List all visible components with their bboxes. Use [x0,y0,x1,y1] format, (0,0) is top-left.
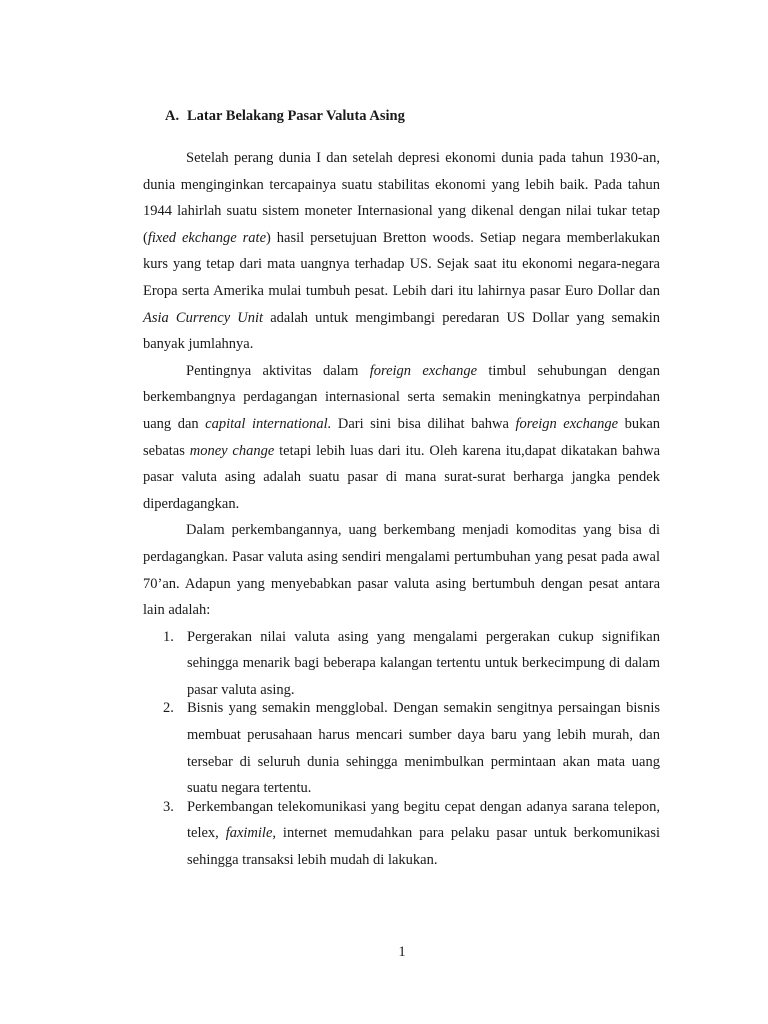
paragraph-2 [143,358,660,518]
italic-term: Asia Currency Unit [143,309,264,326]
list-number: 1. [163,628,174,645]
italic-term: foreign exchange [369,362,478,379]
text-run: Bisnis yang semakin mengglobal. Dengan semakin sengitnya persaingan bisnis membuat perusahaan harus mencari sumber daya baru yang lebih murah, dan tersebar di seluruh dunia sehingga menimbulkan permintaan akan mata uang suatu negara tertentu. [187,700,660,797]
italic-term: capital international. [205,415,332,432]
text-run: ) hasil persetujuan Bretton woods. Setiap negara memberlakukan kurs yang tetap dari mata uangnya terhadap US. Sejak saat itu ekonomi negara-negara Eropa serta Amerika mulai tumbuh pesat. Lebih dari itu lahirnya pasar Euro Dollar dan [143,229,660,299]
text-run: tetapi lebih luas dari itu. Oleh karena itu,dapat dikatakan bahwa pasar valuta asing adalah suatu pasar di mana surat-surat berharga jangka pendek diperdagangkan. [143,442,661,512]
text-run: bukan sebatas [143,415,661,459]
list-item [143,794,660,874]
text-run: timbul sehubungan dengan berkembangnya perdagangan internasional serta semakin meningkatnya perpindahan uang dan [143,362,660,432]
italic-term: foreign exchange [515,415,619,432]
section-title: Latar Belakang Pasar Valuta Asing [187,108,405,124]
section-heading [165,108,405,125]
page-number: 1 [398,944,406,960]
list-item [143,695,660,801]
paragraph-3 [143,517,660,623]
paragraph-1 [143,145,660,358]
text-run: Pentingnya aktivitas dalam [186,362,370,379]
italic-term: fixed ekchange rate [147,229,267,246]
text-run: Setelah perang dunia I dan setelah depresi ekonomi dunia pada tahun 1930-an, dunia menginginkan tercapainya suatu stabilitas ekonomi yang lebih baik. Pada tahun 1944 lahirlah suatu sistem moneter Internasional yang dikenal dengan nilai tukar tetap ( [143,150,660,246]
reasons-list [143,624,660,874]
list-number: 2. [163,700,174,717]
text-run: Dalam perkembangannya, uang berkembang menjadi komoditas yang bisa di perdagangkan. Pasar valuta asing sendiri mengalami pertumbuhan yang pesat pada awal 70’an. Adapun yang menyebabkan pasar valuta asing bertumbuh dengan pesat antara lain adalah: [143,522,660,619]
list-item [143,624,660,704]
italic-term: faximile, [225,825,277,842]
text-run: adalah untuk mengimbangi peredaran US Dollar yang semakin banyak jumlahnya. [143,309,660,353]
text-run: Perkembangan telekomunikasi yang begitu cepat dengan adanya sarana telepon, telex, [187,798,660,842]
text-run: Dari sini bisa dilihat bahwa [331,415,516,432]
body-text [143,145,660,874]
text-run: Pergerakan nilai valuta asing yang mengalami pergerakan cukup signifikan sehingga menarik bagi beberapa kalangan tertentu untuk berkecimpung di dalam pasar valuta asing. [187,628,660,698]
section-letter: A. [165,108,180,124]
italic-term: money change [189,442,275,459]
list-number: 3. [163,798,174,815]
text-run: internet memudahkan para pelaku pasar untuk berkomunikasi sehingga transaksi lebih mudah di lakukan. [187,825,660,869]
